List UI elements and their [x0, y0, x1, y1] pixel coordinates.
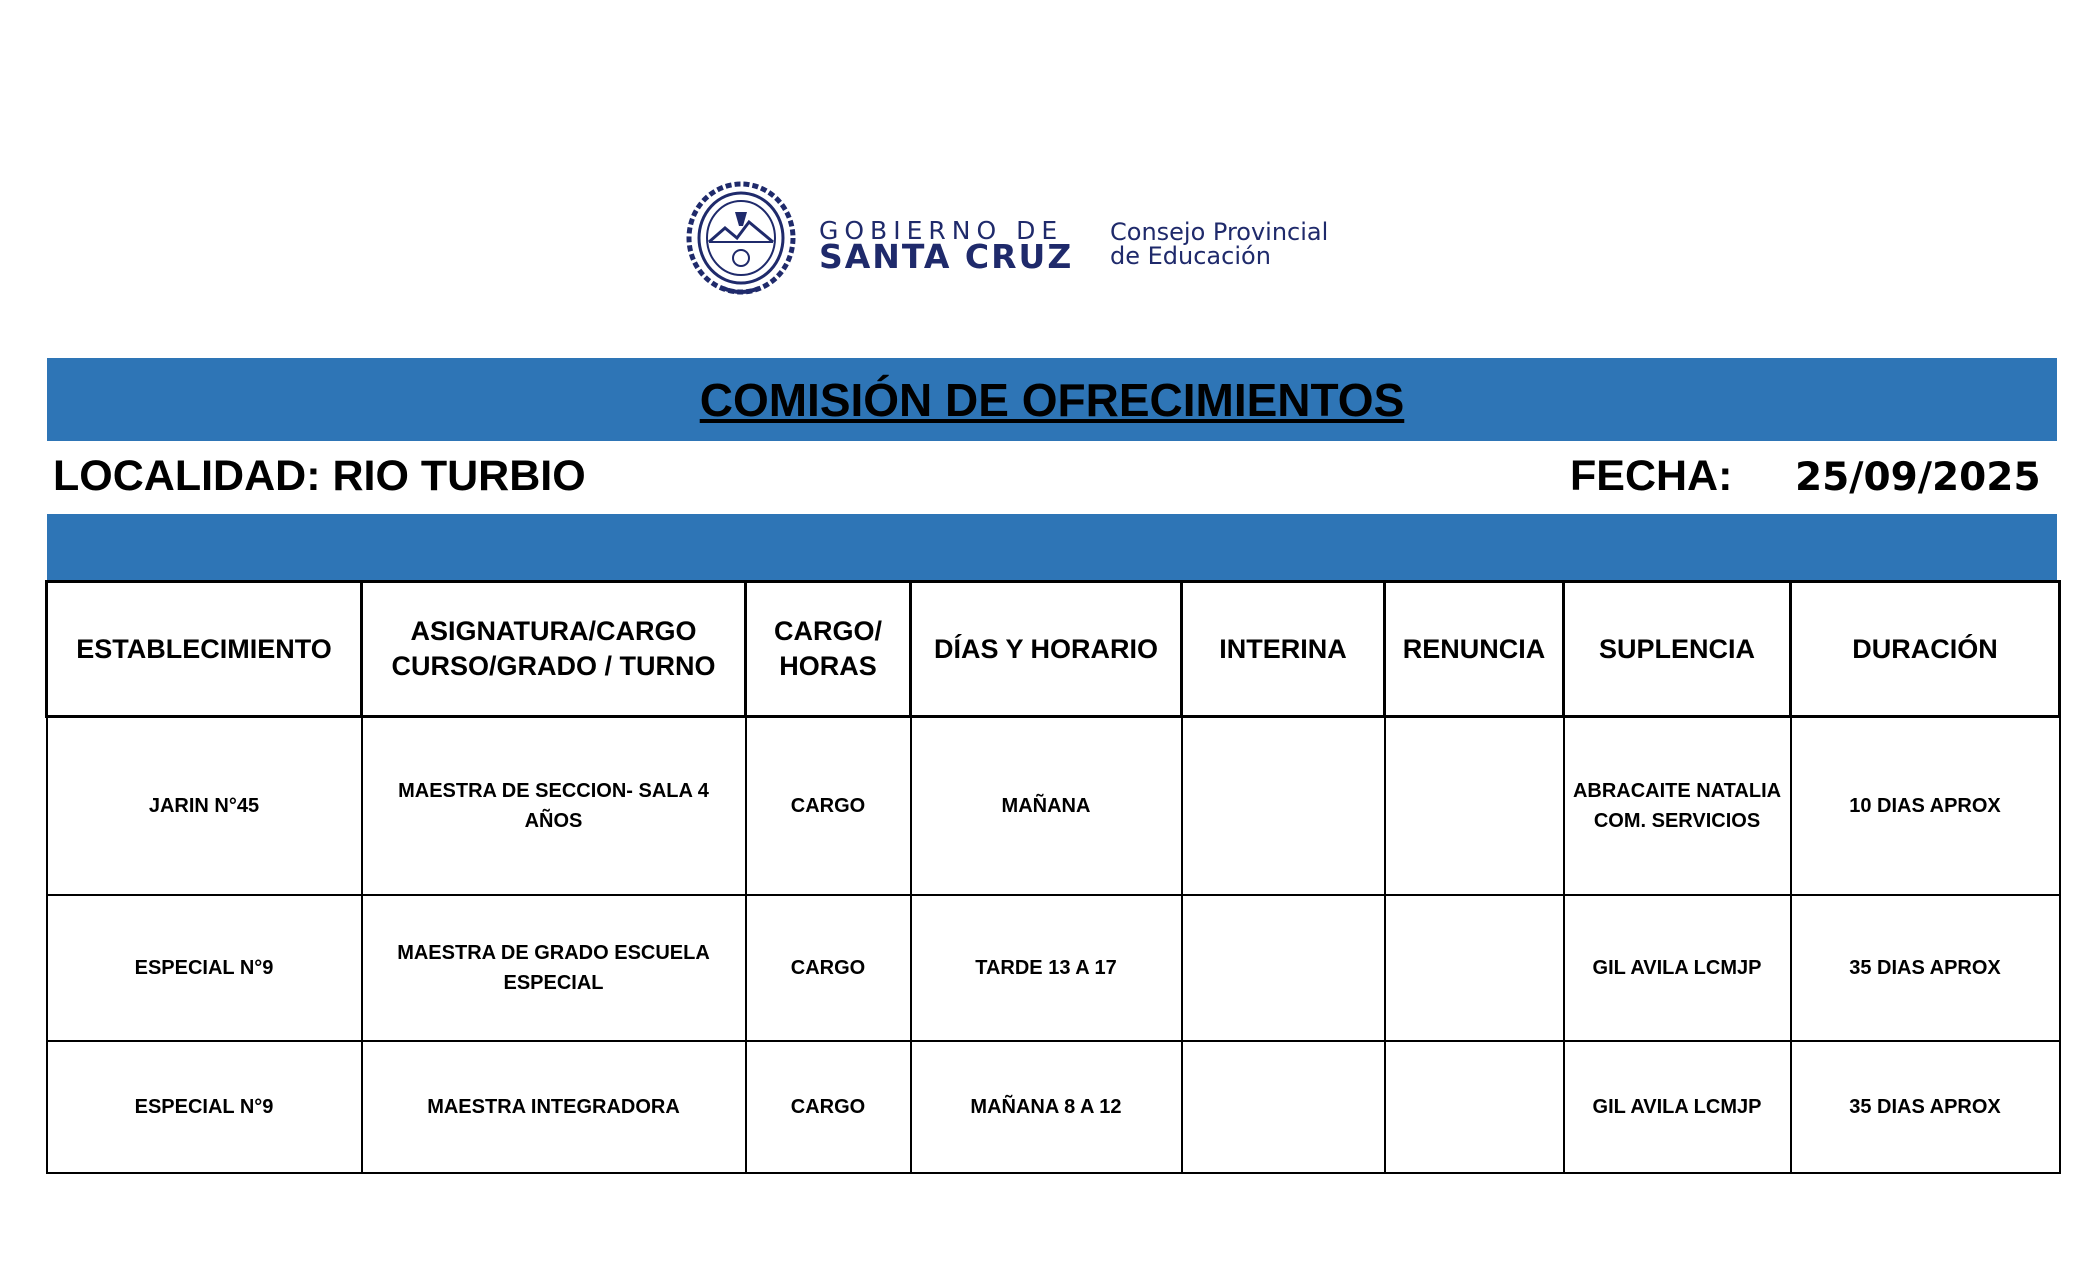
cell-establecimiento: ESPECIAL N°9	[47, 895, 362, 1041]
org-name-line2: SANTA CRUZ	[819, 237, 1074, 276]
header-interina: INTERINA	[1182, 582, 1385, 717]
cell-renuncia	[1385, 717, 1564, 896]
cell-cargo: CARGO	[746, 895, 911, 1041]
cell-dias: MAÑANA 8 A 12	[911, 1041, 1182, 1173]
cell-cargo: CARGO	[746, 1041, 911, 1173]
locality-label: LOCALIDAD: RIO TURBIO	[53, 452, 586, 500]
header-suplencia: SUPLENCIA	[1564, 582, 1791, 717]
header-establecimiento: ESTABLECIMIENTO	[47, 582, 362, 717]
cell-duracion: 10 DIAS APROX	[1791, 717, 2060, 896]
date-label: FECHA:	[1570, 452, 1733, 500]
header-logo	[685, 180, 1355, 300]
cell-dias: MAÑANA	[911, 717, 1182, 896]
header-cargo	[746, 582, 911, 717]
table-row	[47, 895, 2060, 1041]
council-name-line1: Consejo Provincial	[1110, 218, 1329, 246]
date-value: 25/09/2025	[1795, 455, 2041, 500]
cell-cargo: CARGO	[746, 717, 911, 896]
title-band	[47, 358, 2057, 441]
table-header-row	[47, 582, 2060, 717]
blue-divider-band	[47, 514, 2057, 580]
offers-table	[45, 580, 2061, 1174]
cell-duracion: 35 DIAS APROX	[1791, 895, 2060, 1041]
cell-interina	[1182, 1041, 1385, 1173]
cell-renuncia	[1385, 895, 1564, 1041]
cell-suplencia: GIL AVILA LCMJP	[1564, 1041, 1791, 1173]
header-asignatura	[362, 582, 746, 717]
header-cargo-line1: CARGO/	[774, 616, 882, 647]
cell-interina	[1182, 717, 1385, 896]
cell-dias: TARDE 13 A 17	[911, 895, 1182, 1041]
cell-suplencia	[1564, 717, 1791, 896]
cell-suplencia-line1: ABRACAITE NATALIA	[1572, 780, 1782, 802]
cell-interina	[1182, 895, 1385, 1041]
cell-establecimiento: ESPECIAL N°9	[47, 1041, 362, 1173]
cell-suplencia: GIL AVILA LCMJP	[1564, 895, 1791, 1041]
table-row	[47, 1041, 2060, 1173]
cell-duracion: 35 DIAS APROX	[1791, 1041, 2060, 1173]
cell-asignatura: MAESTRA DE SECCION- SALA 4 AÑOS	[362, 717, 746, 896]
cell-suplencia-line2: COM. SERVICIOS	[1593, 810, 1761, 832]
header-dias: DÍAS Y HORARIO	[911, 582, 1182, 717]
header-asignatura-line2: CURSO/GRADO / TURNO	[391, 651, 716, 681]
cell-asignatura-line1: MAESTRA DE GRADO ESCUELA	[397, 942, 710, 964]
council-name-line2: de Educación	[1110, 242, 1271, 270]
header-cargo-line2: HORAS	[779, 651, 877, 681]
provincial-seal-icon	[685, 180, 797, 298]
cell-establecimiento: JARIN N°45	[47, 717, 362, 896]
cell-asignatura-line2: ESPECIAL	[503, 972, 604, 994]
header-duracion: DURACIÓN	[1791, 582, 2060, 717]
org-name-line1: GOBIERNO DE	[819, 216, 1064, 245]
cell-renuncia	[1385, 1041, 1564, 1173]
table-row	[47, 717, 2060, 896]
header-renuncia: RENUNCIA	[1385, 582, 1564, 717]
cell-asignatura: MAESTRA INTEGRADORA	[362, 1041, 746, 1173]
page-title: COMISIÓN DE OFRECIMIENTOS	[699, 373, 1405, 426]
cell-asignatura	[362, 895, 746, 1041]
header-asignatura-line1: ASIGNATURA/CARGO	[410, 616, 697, 647]
